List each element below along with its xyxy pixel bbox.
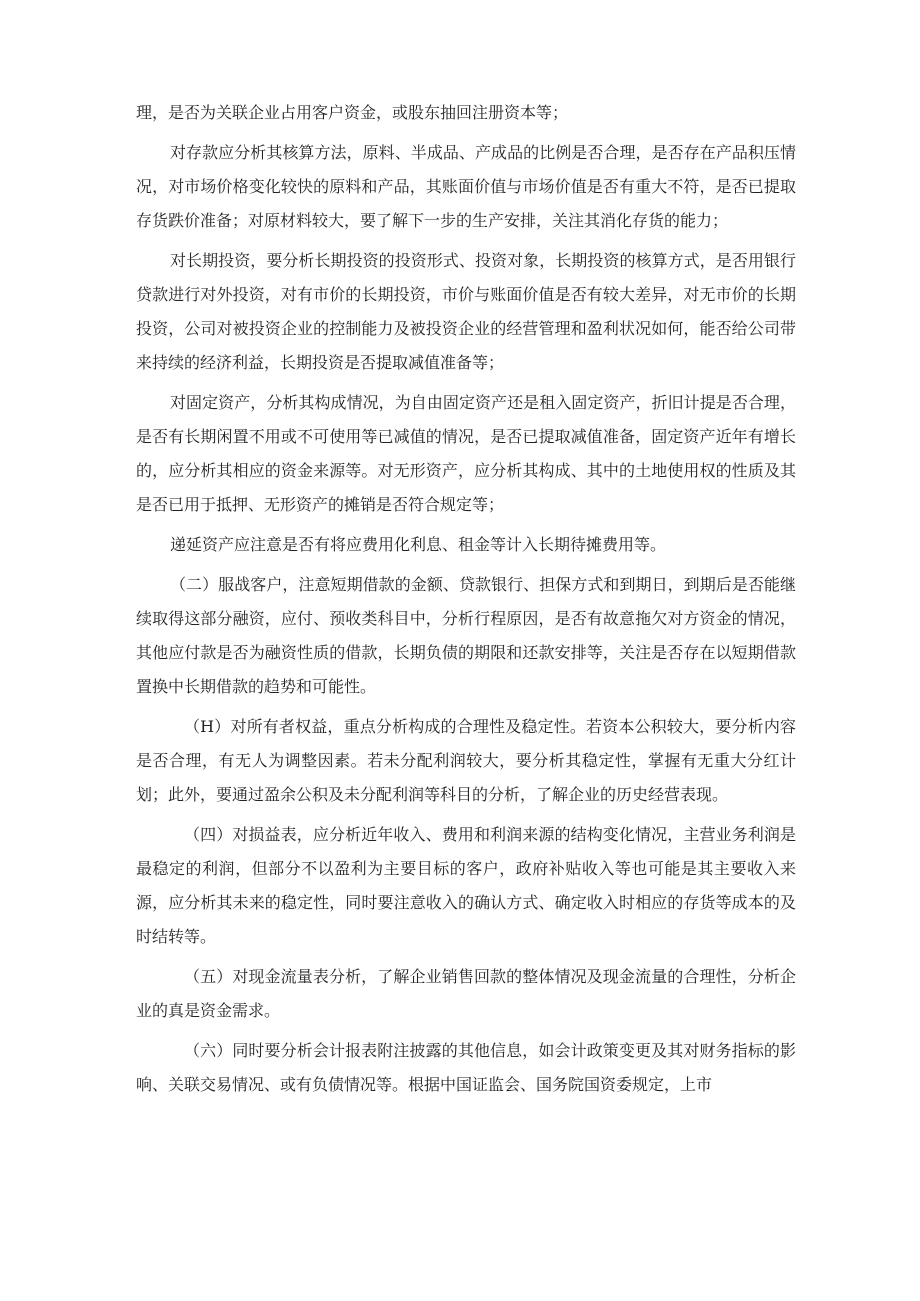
paragraph-section-2-liabilities: （二）服战客户，注意短期借款的金额、贷款银行、担保方式和到期日，到期后是否能继续取得这部分融资，应付、预收类科目中，分析行程原因，是否有故意拖欠对方资金的情况，其他应付款是否为融资性质的借款，长期负债的期限和还款安排等，关注是否存在以短期借款置换中长期借款的趋势和可能性。	[136, 575, 796, 696]
paragraph-fixed-assets: 对固定资产，分析其构成情况，为自由固定资产还是租入固定资产，折旧计提是否合理，是否有长期闲置不用或不可使用等已减值的情况，是否已提取减值准备，固定资产近年有增长的，应分析其相应的资金来源等。对无形资产，应分析其构成、其中的土地使用权的性质及其是否已用于抵押、无形资产的摊销是否符合规定等；	[136, 393, 796, 514]
paragraph-long-term-investment: 对长期投资，要分析长期投资的投资形式、投资对象，长期投资的核算方式，是否用银行贷款进行对外投资，对有市价的长期投资，市价与账面价值是否有较大差异，对无市价的长期投资，公司对被投资企业的控制能力及被投资企业的经营管理和盈利状况如何，能否给公司带来持续的经济利益，长期投资是否提取减值准备等；	[136, 251, 796, 372]
paragraph-inventory: 对存款应分析其核算方法，原料、半成品、产成品的比例是否合理，是否存在产品积压情况，对市场价格变化较快的原料和产品，其账面价值与市场价值是否有重大不符，是否已提取存货跌价准备；对原材料较大，要了解下一步的生产安排，关注其消化存货的能力；	[136, 143, 796, 230]
paragraph-section-4-income-statement: （四）对损益表，应分析近年收入、费用和利润来源的结构变化情况，主营业务利润是最稳定的利润，但部分不以盈利为主要目标的客户，政府补贴收入等也可能是其主要收入来源，应分析其未来的稳定性，同时要注意收入的确认方式、确定收入时相应的存货等成本的及时结转等。	[136, 825, 796, 946]
paragraph-section-5-cash-flow: （五）对现金流量表分析，了解企业销售回款的整体情况及现金流量的合理性，分析企业的真是资金需求。	[136, 967, 796, 1020]
paragraph-section-3-equity: （H）对所有者权益，重点分析构成的合理性及稳定性。若资本公积较大，要分析内容是否合理，有无人为调整因素。若未分配利润较大，要分析其稳定性，掌握有无重大分红计划；此外，要通过盈余公积及未分配利润等科目的分析，了解企业的历史经营表现。	[136, 717, 796, 804]
paragraph-section-6-notes: （六）同时要分析会计报表附注披露的其他信息，如会计政策变更及其对财务指标的影响、关联交易情况、或有负债情况等。根据中国证监会、国务院国资委规定，上市	[136, 1041, 796, 1094]
document-body	[136, 96, 796, 1102]
paragraph-continuation: 理，是否为关联企业占用客户资金，或股东抽回注册资本等；	[136, 103, 569, 122]
paragraph-deferred-assets: 递延资产应注意是否有将应费用化利息、租金等计入长期待摊费用等。	[170, 535, 667, 554]
